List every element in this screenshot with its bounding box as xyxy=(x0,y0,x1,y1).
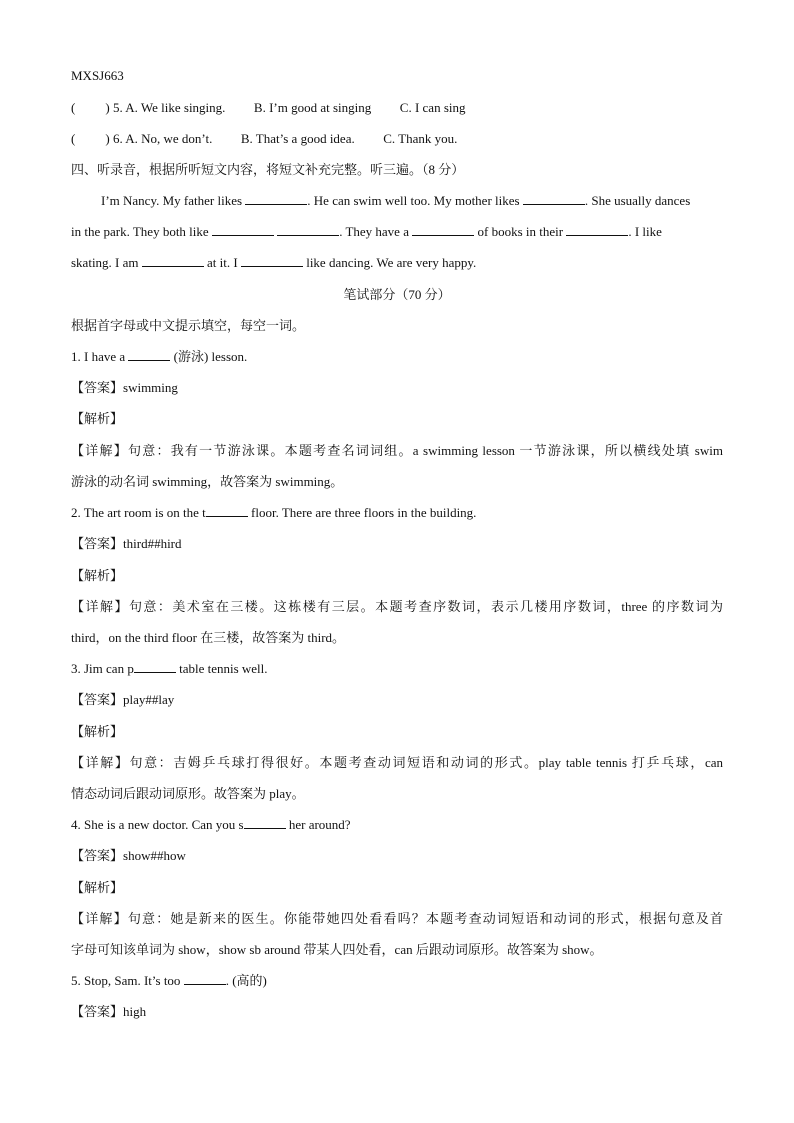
answer-label: 【答案】 xyxy=(71,848,124,863)
question-2 xyxy=(71,504,723,522)
fill-blank xyxy=(277,223,339,236)
answer-value: swimming xyxy=(123,380,178,395)
question-text: her around? xyxy=(285,817,351,832)
question-text: 5. Stop, Sam. It’s too xyxy=(71,973,184,988)
detail-4-line-2: 字母可知该单词为 show，show sb around 带某人四处看，can 后跟动词原形。故答案为 show。 xyxy=(71,942,603,957)
passage-text: skating. I am xyxy=(71,255,142,270)
passage-line-2 xyxy=(71,223,723,241)
detail-text: 句意：我有一节游泳课。本题考查名词词组。a swimming lesson 一节游泳课，所以横线处填 swim xyxy=(127,443,723,458)
question-text: 1. I have a xyxy=(71,349,129,364)
item-number: 6. xyxy=(112,131,123,146)
answer-paren-open: ( xyxy=(71,100,76,115)
passage-text: I’m Nancy. My father likes xyxy=(101,193,246,208)
fill-blank xyxy=(245,192,307,205)
fill-blank xyxy=(566,223,628,236)
detail-label: 【详解】 xyxy=(71,599,129,614)
passage-text: . He can swim well too. My mother likes xyxy=(307,193,523,208)
analysis-label: 【解析】 xyxy=(71,411,124,426)
detail-3-line-1 xyxy=(71,754,723,772)
detail-4-line-1 xyxy=(71,910,723,928)
answer-5 xyxy=(71,1003,723,1021)
detail-label: 【详解】 xyxy=(71,443,128,458)
passage-text: . They have a xyxy=(339,224,413,239)
answer-paren-close: ) xyxy=(105,131,110,146)
answer-value: high xyxy=(123,1004,147,1019)
passage-text: in the park. They both like xyxy=(71,224,212,239)
question-text: (游泳) lesson. xyxy=(170,349,248,364)
detail-label: 【详解】 xyxy=(71,755,130,770)
fill-blank xyxy=(241,254,303,267)
question-text: . (高的) xyxy=(225,973,267,988)
detail-2-line-1 xyxy=(71,598,723,616)
fill-blank xyxy=(244,816,286,829)
passage-text: . I like xyxy=(628,224,662,239)
option-c: C. Thank you. xyxy=(383,131,458,146)
option-a: A. No, we don’t. xyxy=(125,131,213,146)
detail-1-line-1 xyxy=(71,442,723,460)
option-b: B. I’m good at singing xyxy=(253,100,372,115)
analysis-label: 【解析】 xyxy=(71,724,124,739)
answer-value: play##lay xyxy=(123,692,175,707)
listening-item-5 xyxy=(71,99,723,117)
fill-blank xyxy=(523,192,585,205)
written-section-title: 笔试部分（70 分） xyxy=(343,287,451,302)
answer-4 xyxy=(71,847,723,865)
fill-blank xyxy=(412,223,474,236)
fill-blank xyxy=(206,504,248,517)
passage-text: of books in their xyxy=(474,224,567,239)
option-c: C. I can sing xyxy=(399,100,466,115)
passage-line-1 xyxy=(101,192,723,210)
question-4 xyxy=(71,816,723,834)
fill-blank xyxy=(128,348,170,361)
fill-blank xyxy=(212,223,274,236)
question-text: 2. The art room is on the t xyxy=(71,505,206,520)
answer-3 xyxy=(71,691,723,709)
answer-value: third##hird xyxy=(123,536,182,551)
fill-blank xyxy=(184,972,226,985)
question-5 xyxy=(71,972,723,990)
passage-text: . She usually dances xyxy=(584,193,691,208)
passage-text: like dancing. We are very happy. xyxy=(302,255,477,270)
fill-blank xyxy=(142,254,204,267)
analysis-label: 【解析】 xyxy=(71,880,124,895)
document-code: MXSJ663 xyxy=(71,68,124,83)
answer-paren-open: ( xyxy=(71,131,76,146)
answer-1 xyxy=(71,379,723,397)
detail-3-line-2: 情态动词后跟动词原形。故答案为 play。 xyxy=(71,786,305,801)
option-b: B. That’s a good idea. xyxy=(240,131,355,146)
passage-line-3 xyxy=(71,254,723,272)
detail-text: 句意：美术室在三楼。这栋楼有三层。本题考查序数词，表示几楼用序数词，three 的序数词为 xyxy=(128,599,723,614)
item-number: 5. xyxy=(112,100,123,115)
question-text: 4. She is a new doctor. Can you s xyxy=(71,817,244,832)
answer-label: 【答案】 xyxy=(71,380,124,395)
listening-item-6 xyxy=(71,130,723,148)
passage-text: at it. I xyxy=(203,255,241,270)
answer-label: 【答案】 xyxy=(71,692,124,707)
detail-2-line-2: third，on the third floor 在三楼，故答案为 third。 xyxy=(71,630,346,645)
answer-paren-close: ) xyxy=(105,100,110,115)
section-4-title: 四、听录音，根据所听短文内容，将短文补充完整。听三遍。（8 分） xyxy=(71,162,465,177)
fill-blank xyxy=(134,660,176,673)
detail-text: 句意：吉姆乒乓球打得很好。本题考查动词短语和动词的形式。play table tennis 打乒乓球，can xyxy=(129,755,723,770)
question-text: table tennis well. xyxy=(175,661,268,676)
question-1 xyxy=(71,348,723,366)
detail-1-line-2: 游泳的动名词 swimming，故答案为 swimming。 xyxy=(71,474,344,489)
answer-label: 【答案】 xyxy=(71,1004,124,1019)
question-text: floor. There are three floors in the building. xyxy=(247,505,477,520)
detail-text: 句意：她是新来的医生。你能带她四处看看吗？本题考查动词短语和动词的形式，根据句意及首 xyxy=(127,911,723,926)
question-3 xyxy=(71,660,723,678)
answer-2 xyxy=(71,535,723,553)
question-text: 3. Jim can p xyxy=(71,661,134,676)
analysis-label: 【解析】 xyxy=(71,568,124,583)
instruction-text: 根据首字母或中文提示填空，每空一词。 xyxy=(71,318,306,333)
answer-value: show##how xyxy=(123,848,186,863)
detail-label: 【详解】 xyxy=(71,911,128,926)
answer-label: 【答案】 xyxy=(71,536,124,551)
option-a: A. We like singing. xyxy=(125,100,226,115)
